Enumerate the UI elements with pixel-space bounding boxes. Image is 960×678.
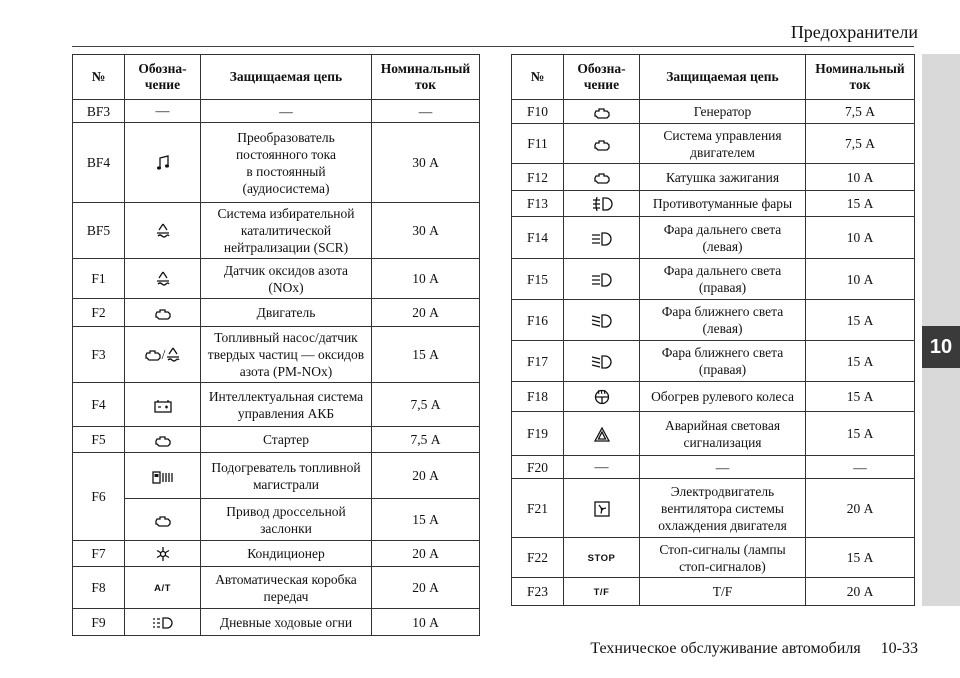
fuse-circuit-cell: Обогрев рулевого колеса	[640, 382, 806, 412]
fuse-symbol-cell	[125, 327, 201, 383]
fuse-number-cell: BF4	[73, 123, 125, 203]
low-beam-icon	[591, 354, 613, 369]
fuse-number-cell: F17	[512, 341, 564, 382]
fuse-circuit-cell: Система управления двигателем	[640, 124, 806, 164]
fuse-rating-cell: 15 А	[806, 382, 915, 412]
fuse-symbol-cell	[564, 479, 640, 538]
high-beam-icon	[591, 230, 613, 245]
table-row	[73, 123, 480, 203]
fuse-rating-cell: 10 А	[806, 259, 915, 300]
fuse-rating-cell: 20 А	[806, 578, 915, 606]
fuse-symbol-cell	[564, 578, 640, 606]
no-symbol-dash: —	[155, 104, 170, 119]
table-row	[512, 341, 915, 382]
air-conditioner-icon	[155, 546, 171, 561]
fuse-number-cell: F19	[512, 412, 564, 456]
header-rating: Номинальный ток	[372, 55, 480, 100]
fuse-circuit-cell: Двигатель	[201, 299, 372, 327]
fuse-symbol-cell	[564, 412, 640, 456]
fuse-number-cell: F21	[512, 479, 564, 538]
no-symbol-dash: —	[594, 460, 609, 475]
table-row	[512, 456, 915, 479]
fuse-symbol-cell	[125, 427, 201, 453]
fuse-number-cell: F8	[73, 567, 125, 609]
fuse-rating-cell: 20 А	[806, 479, 915, 538]
fuse-symbol-cell	[125, 203, 201, 259]
fuse-circuit-cell: Стартер	[201, 427, 372, 453]
table-row	[73, 383, 480, 427]
table-row	[512, 412, 915, 456]
fuse-circuit-cell: Топливный насос/датчик твердых частиц — оксидов азота (PM-NOx)	[201, 327, 372, 383]
fuse-symbol-cell	[125, 609, 201, 636]
fuse-circuit-cell: Интеллектуальная система управления АКБ	[201, 383, 372, 427]
fuse-circuit-cell: Фара ближнего света (левая)	[640, 300, 806, 341]
fuse-number-cell: F16	[512, 300, 564, 341]
radiator-fan-icon	[594, 500, 610, 515]
low-beam-icon	[591, 313, 613, 328]
daytime-running-lights-icon	[151, 615, 175, 630]
fuse-circuit-cell: Фара дальнего света (правая)	[640, 259, 806, 300]
fuse-symbol-cell	[564, 217, 640, 259]
fuse-number-cell: F2	[73, 299, 125, 327]
engine-and-scr-icon	[144, 347, 182, 362]
header-symbol: Обозна- чение	[125, 55, 201, 100]
fuse-rating-cell: —	[372, 100, 480, 123]
fuse-rating-cell: 10 А	[372, 609, 480, 636]
table-row	[512, 124, 915, 164]
fuse-symbol-cell	[564, 164, 640, 191]
fuse-rating-cell: 20 А	[372, 299, 480, 327]
fuse-circuit-cell: Дневные ходовые огни	[201, 609, 372, 636]
fuse-number-cell: F14	[512, 217, 564, 259]
engine-icon	[154, 305, 172, 320]
fuse-circuit-cell: Генератор	[640, 100, 806, 124]
text-symbol-icon: A/T	[154, 583, 171, 594]
table-row	[512, 164, 915, 191]
fuse-number-cell: F11	[512, 124, 564, 164]
fuse-circuit-cell: Автоматическая коробка передач	[201, 567, 372, 609]
table-row	[512, 300, 915, 341]
fuse-rating-cell: —	[806, 456, 915, 479]
fuse-symbol-cell	[125, 299, 201, 327]
table-row	[73, 567, 480, 609]
fuse-symbol-cell	[125, 499, 201, 541]
table-row	[73, 327, 480, 383]
fuse-circuit-cell: Преобразователь постоянного тока в постоянный (аудиосистема)	[201, 123, 372, 203]
fuse-rating-cell: 15 А	[806, 538, 915, 578]
table-row	[512, 382, 915, 412]
fuse-rating-cell: 15 А	[806, 412, 915, 456]
header-rating: Номинальный ток	[806, 55, 915, 100]
fuse-number-cell: F7	[73, 541, 125, 567]
text-symbol-icon: T/F	[593, 587, 610, 598]
fuse-symbol-cell	[564, 538, 640, 578]
scr-catalyst-icon	[155, 271, 171, 286]
fuse-circuit-cell: Фара дальнего света (левая)	[640, 217, 806, 259]
engine-icon	[593, 136, 611, 151]
fuse-rating-cell: 30 А	[372, 203, 480, 259]
fuse-circuit-cell: Подогреватель топливной магистрали	[201, 453, 372, 499]
fuse-number-cell: F10	[512, 100, 564, 124]
chapter-number: 10	[922, 326, 960, 368]
fuse-circuit-cell: Датчик оксидов азота (NOx)	[201, 259, 372, 299]
fuse-symbol-cell	[564, 124, 640, 164]
fuse-symbol-cell	[564, 300, 640, 341]
fuse-rating-cell: 15 А	[806, 300, 915, 341]
battery-icon	[154, 397, 172, 412]
fuse-number-cell: BF3	[73, 100, 125, 123]
fuse-number-cell: F18	[512, 382, 564, 412]
fuse-symbol-cell	[125, 453, 201, 499]
fuse-symbol-cell	[125, 100, 201, 123]
fuse-circuit-cell: T/F	[640, 578, 806, 606]
table-row	[73, 609, 480, 636]
fuse-rating-cell: 20 А	[372, 453, 480, 499]
music-note-icon	[156, 155, 170, 170]
fuse-number-cell: F23	[512, 578, 564, 606]
fuse-symbol-cell	[564, 259, 640, 300]
fuse-number-cell: F1	[73, 259, 125, 299]
fuse-circuit-cell: Аварийная световая сигнализация	[640, 412, 806, 456]
fuse-rating-cell: 7,5 А	[806, 100, 915, 124]
fuse-number-cell: F6	[73, 453, 125, 541]
fuse-rating-cell: 10 А	[806, 217, 915, 259]
fuse-number-cell: F12	[512, 164, 564, 191]
table-row	[512, 100, 915, 124]
header-divider	[72, 46, 914, 47]
fuse-number-cell: F20	[512, 456, 564, 479]
fuse-symbol-cell	[125, 383, 201, 427]
fuse-number-cell: F3	[73, 327, 125, 383]
fuse-rating-cell: 30 А	[372, 123, 480, 203]
page-title: Предохранители	[790, 22, 918, 42]
fuse-symbol-cell	[125, 259, 201, 299]
fuse-rating-cell: 20 А	[372, 567, 480, 609]
table-row	[73, 499, 480, 541]
header-number: №	[73, 55, 125, 100]
fuse-rating-cell: 7,5 А	[372, 427, 480, 453]
engine-icon	[154, 432, 172, 447]
fuse-rating-cell: 10 А	[372, 259, 480, 299]
header-symbol: Обозна- чение	[564, 55, 640, 100]
header-circuit: Защищаемая цепь	[201, 55, 372, 100]
table-row	[73, 427, 480, 453]
fuse-symbol-cell	[125, 123, 201, 203]
table-row	[73, 203, 480, 259]
footer-section-title: Техническое обслуживание автомобиля	[590, 640, 861, 657]
fuse-table-right	[511, 54, 915, 606]
fuse-rating-cell: 10 А	[806, 164, 915, 191]
fuse-symbol-cell	[125, 567, 201, 609]
table-row	[73, 259, 480, 299]
fuse-circuit-cell: —	[640, 456, 806, 479]
engine-icon	[154, 512, 172, 527]
table-row	[512, 217, 915, 259]
hazard-warning-icon	[594, 426, 610, 441]
fuse-number-cell: F9	[73, 609, 125, 636]
fuse-number-cell: F5	[73, 427, 125, 453]
page-number: 10-33	[880, 640, 918, 657]
table-row	[512, 191, 915, 217]
table-row	[73, 453, 480, 499]
engine-icon	[593, 104, 611, 119]
fuel-heater-icon	[152, 468, 174, 483]
table-header-row	[73, 55, 480, 100]
table-row	[512, 578, 915, 606]
fuse-number-cell: F4	[73, 383, 125, 427]
fuse-rating-cell: 20 А	[372, 541, 480, 567]
fuse-rating-cell: 15 А	[372, 327, 480, 383]
fuse-rating-cell: 15 А	[806, 191, 915, 217]
fuse-circuit-cell: Стоп-сигналы (лампы стоп-сигналов)	[640, 538, 806, 578]
fuse-symbol-cell	[125, 541, 201, 567]
table-header-row	[512, 55, 915, 100]
fuse-circuit-cell: Фара ближнего света (правая)	[640, 341, 806, 382]
page-footer	[590, 640, 918, 658]
icon-separator: /	[161, 346, 166, 362]
fuse-table-left	[72, 54, 480, 636]
table-row	[512, 259, 915, 300]
fuse-circuit-cell: Противотуманные фары	[640, 191, 806, 217]
fuse-rating-cell: 15 А	[806, 341, 915, 382]
fuse-circuit-cell: Электродвигатель вентилятора системы охлаждения двигателя	[640, 479, 806, 538]
fuse-number-cell: F22	[512, 538, 564, 578]
fuse-circuit-cell: Катушка зажигания	[640, 164, 806, 191]
fuse-symbol-cell	[564, 341, 640, 382]
engine-icon	[593, 170, 611, 185]
fog-light-icon	[591, 196, 613, 211]
fuse-symbol-cell	[564, 100, 640, 124]
fuse-number-cell: BF5	[73, 203, 125, 259]
fuse-number-cell: F13	[512, 191, 564, 217]
fuse-circuit-cell: —	[201, 100, 372, 123]
table-row	[73, 100, 480, 123]
steering-wheel-heater-icon	[594, 389, 610, 404]
fuse-symbol-cell	[564, 191, 640, 217]
header-circuit: Защищаемая цепь	[640, 55, 806, 100]
fuse-number-cell: F15	[512, 259, 564, 300]
fuse-rating-cell: 7,5 А	[372, 383, 480, 427]
scr-catalyst-icon	[155, 223, 171, 238]
table-row	[73, 299, 480, 327]
fuse-symbol-cell	[564, 456, 640, 479]
fuse-symbol-cell	[564, 382, 640, 412]
header-number: №	[512, 55, 564, 100]
fuse-rating-cell: 7,5 А	[806, 124, 915, 164]
text-symbol-icon: STOP	[587, 553, 616, 564]
table-row	[512, 479, 915, 538]
high-beam-icon	[591, 272, 613, 287]
fuse-circuit-cell: Привод дроссельной заслонки	[201, 499, 372, 541]
fuse-circuit-cell: Система избирательной каталитической нейтрализации (SCR)	[201, 203, 372, 259]
fuse-circuit-cell: Кондиционер	[201, 541, 372, 567]
fuse-rating-cell: 15 А	[372, 499, 480, 541]
table-row	[512, 538, 915, 578]
table-row	[73, 541, 480, 567]
